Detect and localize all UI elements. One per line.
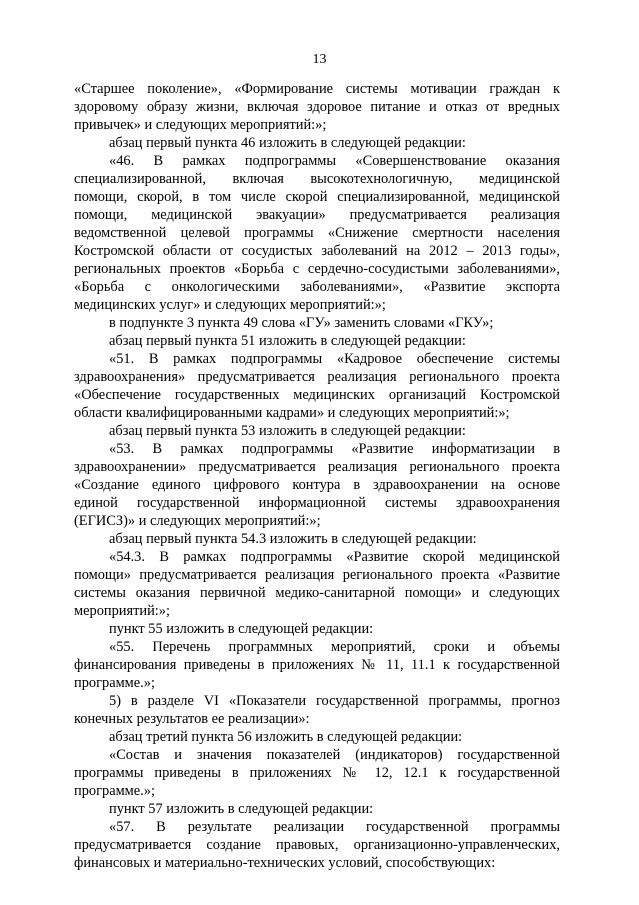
text-line: конечных результатов ее реализации»: [74,711,310,727]
text-line: «Борьба с онкологическими заболеваниями», «Развитие экспорта [74,279,560,295]
text-line: 5) в разделе VI «Показатели государственной программы, прогноз [109,693,560,709]
text-line: здравоохранении» предусматривается реализация регионального проекта [74,459,560,475]
text-line: «53. В рамках подпрограммы «Развитие информатизации в [109,441,560,457]
text-line: абзац первый пункта 46 изложить в следующей редакции: [109,135,466,151]
text-line: абзац первый пункта 54.3 изложить в следующей редакции: [109,531,477,547]
text-line: «51. В рамках подпрограммы «Кадровое обеспечение системы [109,351,560,367]
text-line: помощи, скорой, в том числе скорой специализированной, медицинской [74,189,560,205]
text-line: Костромской области от сосудистых заболеваний на 2012 – 2013 годы», [74,243,560,259]
text-line: в подпункте 3 пункта 49 слова «ГУ» заменить словами «ГКУ»; [109,315,494,331]
text-line: региональных проектов «Борьба с сердечно-сосудистыми заболеваниями», [74,261,560,277]
text-line: «Создание единого цифрового контура в здравоохранении на основе [74,477,560,493]
page-number: 13 [312,52,327,67]
text-line: «46. В рамках подпрограммы «Совершенствование оказания [109,153,560,169]
document-body [74,80,560,872]
text-line: системы оказания первичной медико-санитарной помощи» и следующих [74,585,560,601]
text-line: программы приведены в приложениях № 12, 12.1 к государственной [74,765,560,781]
text-line: мероприятий:»; [74,603,170,619]
text-line: «57. В результате реализации государственной программы [109,819,560,835]
text-line: здравоохранения» предусматривается реализация регионального проекта [74,369,560,385]
text-line: «54.3. В рамках подпрограммы «Развитие скорой медицинской [109,549,560,565]
text-line: помощи, медицинской эвакуации» предусматривается реализация [74,207,560,223]
text-line: абзац третий пункта 56 изложить в следующей редакции: [109,729,463,745]
text-line: финансирования приведены в приложениях № 11, 11.1 к государственной [74,657,560,673]
text-line: пункт 57 изложить в следующей редакции: [109,801,374,817]
text-line: области квалифицированными кадрами» и следующих мероприятий:»; [74,405,510,421]
text-line: привычек» и следующих мероприятий:»; [74,117,327,133]
text-line: абзац первый пункта 51 изложить в следующей редакции: [109,333,466,349]
text-line: абзац первый пункта 53 изложить в следующей редакции: [109,423,466,439]
text-line: (ЕГИСЗ)» и следующих мероприятий:»; [74,513,321,529]
text-line: помощи» предусматривается реализация регионального проекта «Развитие [74,567,560,583]
text-line: «Старшее поколение», «Формирование системы мотивации граждан к [74,81,560,97]
text-line: программе.»; [74,675,155,691]
text-line: здоровому образу жизни, включая здоровое питание и отказ от вредных [74,99,560,115]
text-line: медицинских услуг» и следующих мероприятий:»; [74,297,386,313]
text-line: предусматривается создание правовых, организационно-управленческих, [74,837,560,853]
text-line: финансовых и материально-технических условий, способствующих: [74,855,496,871]
text-line: специализированной, включая высокотехнологичную, медицинской [74,171,560,187]
text-line: единой государственной информационной системы здравоохранения [74,495,560,511]
text-line: пункт 55 изложить в следующей редакции: [109,621,374,637]
text-line: «Состав и значения показателей (индикаторов) государственной [109,747,560,763]
text-line: программе.»; [74,783,155,799]
text-line: ведомственной целевой программы «Снижение смертности населения [74,225,560,241]
text-line: «Обеспечение государственных медицинских организаций Костромской [74,387,560,403]
text-line: «55. Перечень программных мероприятий, сроки и объемы [109,639,560,655]
